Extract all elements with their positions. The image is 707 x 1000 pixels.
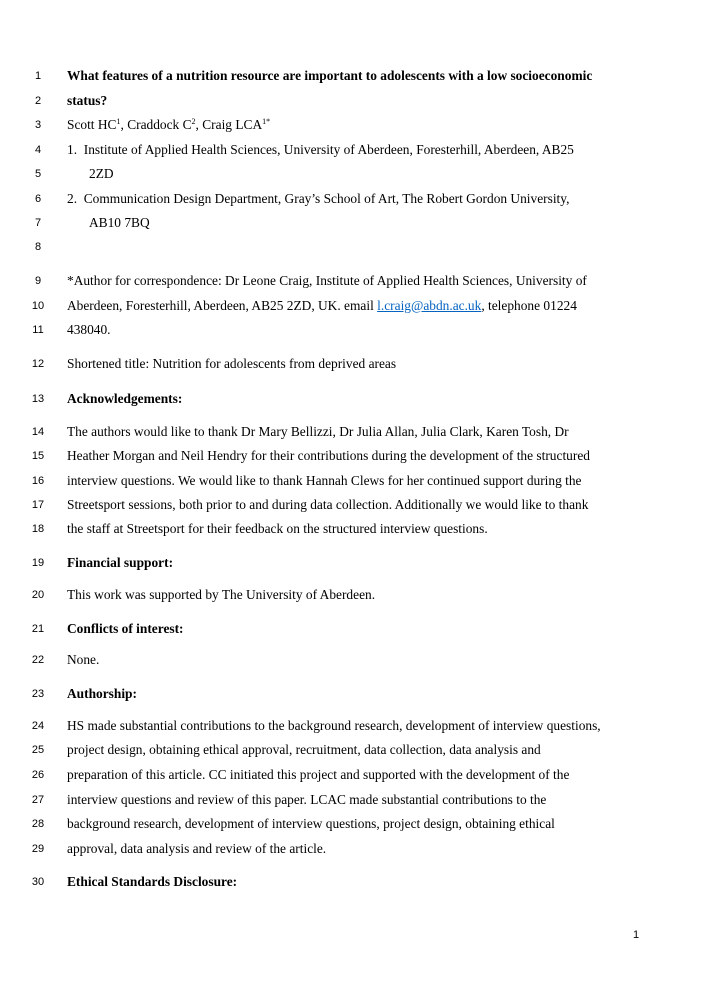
correspondence-line-2 (67, 296, 577, 316)
affiliation-2: 2. Communication Design Department, Gray’s School of Art, The Robert Gordon University, (67, 191, 570, 206)
line-number: 26 (31, 769, 45, 781)
financial-support-heading: Financial support: (67, 555, 174, 570)
manuscript-line (0, 189, 707, 209)
email-link[interactable]: l.craig@abdn.ac.uk (377, 298, 482, 313)
line-number: 9 (34, 275, 42, 287)
manuscript-line (0, 296, 707, 316)
line-number: 10 (31, 300, 45, 312)
line-number: 23 (31, 688, 45, 700)
manuscript-line (0, 91, 707, 111)
authorship-text: approval, data analysis and review of the article. (67, 841, 327, 856)
authorship-heading: Authorship: (67, 686, 137, 701)
line-number: 7 (34, 217, 42, 229)
acknowledgements-text: interview questions. We would like to thank Hannah Clews for her continued support during the (67, 473, 582, 488)
line-number: 5 (34, 168, 42, 180)
manuscript-line (0, 66, 707, 86)
author-list (67, 115, 270, 135)
manuscript-line (0, 471, 707, 491)
ethical-standards-heading: Ethical Standards Disclosure: (67, 874, 238, 889)
line-number: 13 (31, 393, 45, 405)
shortened-title: Shortened title: Nutrition for adolescents from deprived areas (67, 356, 397, 371)
page-number: 1 (632, 929, 640, 941)
authorship-text: interview questions and review of this paper. LCAC made substantial contributions to the (67, 792, 547, 807)
author-separator: , (120, 117, 128, 132)
line-number: 30 (31, 876, 45, 888)
manuscript-line (0, 814, 707, 834)
acknowledgements-text: The authors would like to thank Dr Mary Bellizzi, Dr Julia Allan, Julia Clark, Karen Tosh, Dr (67, 424, 569, 439)
financial-support-text: This work was supported by The University of Aberdeen. (67, 587, 376, 602)
author-separator: , (195, 117, 203, 132)
manuscript-line (0, 790, 707, 810)
affiliation-marker: 1* (262, 117, 271, 126)
line-number: 16 (31, 475, 45, 487)
authorship-text: HS made substantial contributions to the background research, development of interview questions, (67, 718, 601, 733)
line-number: 20 (31, 589, 45, 601)
line-number: 15 (31, 450, 45, 462)
line-number: 21 (31, 623, 45, 635)
correspondence-telephone: , telephone 01224 (481, 298, 577, 313)
line-number: 8 (34, 241, 42, 253)
manuscript-line (0, 650, 707, 670)
affiliation-1-continued: 2ZD (89, 166, 114, 181)
line-number: 11 (32, 324, 44, 336)
acknowledgements-text: the staff at Streetsport for their feedback on the structured interview questions. (67, 521, 488, 536)
authorship-text: project design, obtaining ethical approval, recruitment, data collection, data analysis and (67, 742, 541, 757)
manuscript-line (0, 585, 707, 605)
affiliation-2-continued: AB10 7BQ (89, 215, 150, 230)
line-number: 3 (34, 119, 42, 131)
author-name: Craddock C (127, 117, 192, 132)
line-number: 18 (31, 523, 45, 535)
line-number: 27 (31, 794, 45, 806)
manuscript-line (0, 495, 707, 515)
manuscript-line (0, 115, 707, 135)
line-number: 12 (31, 358, 45, 370)
conflicts-heading: Conflicts of interest: (67, 621, 184, 636)
acknowledgements-heading: Acknowledgements: (67, 391, 183, 406)
manuscript-line (0, 389, 707, 409)
manuscript-line (0, 354, 707, 374)
affiliation-marker: 2 (191, 117, 196, 126)
manuscript-line (0, 684, 707, 704)
line-number: 19 (31, 557, 45, 569)
line-number: 6 (34, 193, 42, 205)
manuscript-line (0, 140, 707, 160)
acknowledgements-text: Heather Morgan and Neil Hendry for their contributions during the development of the structured (67, 448, 590, 463)
conflicts-text: None. (67, 652, 100, 667)
line-number: 25 (31, 744, 45, 756)
manuscript-line (0, 839, 707, 859)
manuscript-line (0, 213, 707, 233)
manuscript-line (0, 164, 707, 184)
line-number: 28 (31, 818, 45, 830)
manuscript-line (0, 237, 707, 257)
manuscript-line (0, 271, 707, 291)
manuscript-line (0, 446, 707, 466)
correspondence-line-3: 438040. (67, 322, 111, 337)
line-number: 17 (31, 499, 45, 511)
correspondence-address: Aberdeen, Foresterhill, Aberdeen, AB25 2ZD, UK. email (67, 298, 378, 313)
authorship-text: background research, development of interview questions, project design, obtaining ethical (67, 816, 555, 831)
line-number: 22 (31, 654, 45, 666)
manuscript-line (0, 872, 707, 892)
line-number: 14 (31, 426, 45, 438)
correspondence-line-1: *Author for correspondence: Dr Leone Craig, Institute of Applied Health Sciences, University of (67, 273, 587, 288)
acknowledgements-text: Streetsport sessions, both prior to and during data collection. Additionally we would like to thank (67, 497, 589, 512)
line-number: 1 (34, 70, 42, 82)
manuscript-line (0, 619, 707, 639)
manuscript-line (0, 740, 707, 760)
article-title-line-1: What features of a nutrition resource are important to adolescents with a low socioeconomic (67, 68, 593, 83)
line-number: 2 (34, 95, 42, 107)
line-number: 24 (31, 720, 45, 732)
article-title-line-2: status? (67, 93, 108, 108)
manuscript-line (0, 519, 707, 539)
manuscript-line (0, 320, 707, 340)
manuscript-line (0, 422, 707, 442)
affiliation-1: 1. Institute of Applied Health Sciences, University of Aberdeen, Foresterhill, Aberdeen, AB25 (67, 142, 574, 157)
line-number: 29 (31, 843, 45, 855)
affiliation-marker: 1 (116, 117, 121, 126)
authorship-text: preparation of this article. CC initiated this project and supported with the development of the (67, 767, 570, 782)
manuscript-line (0, 765, 707, 785)
author-name: Craig LCA (202, 117, 263, 132)
line-number: 4 (34, 144, 42, 156)
author-name: Scott HC (67, 117, 117, 132)
manuscript-line (0, 716, 707, 736)
manuscript-line (0, 553, 707, 573)
